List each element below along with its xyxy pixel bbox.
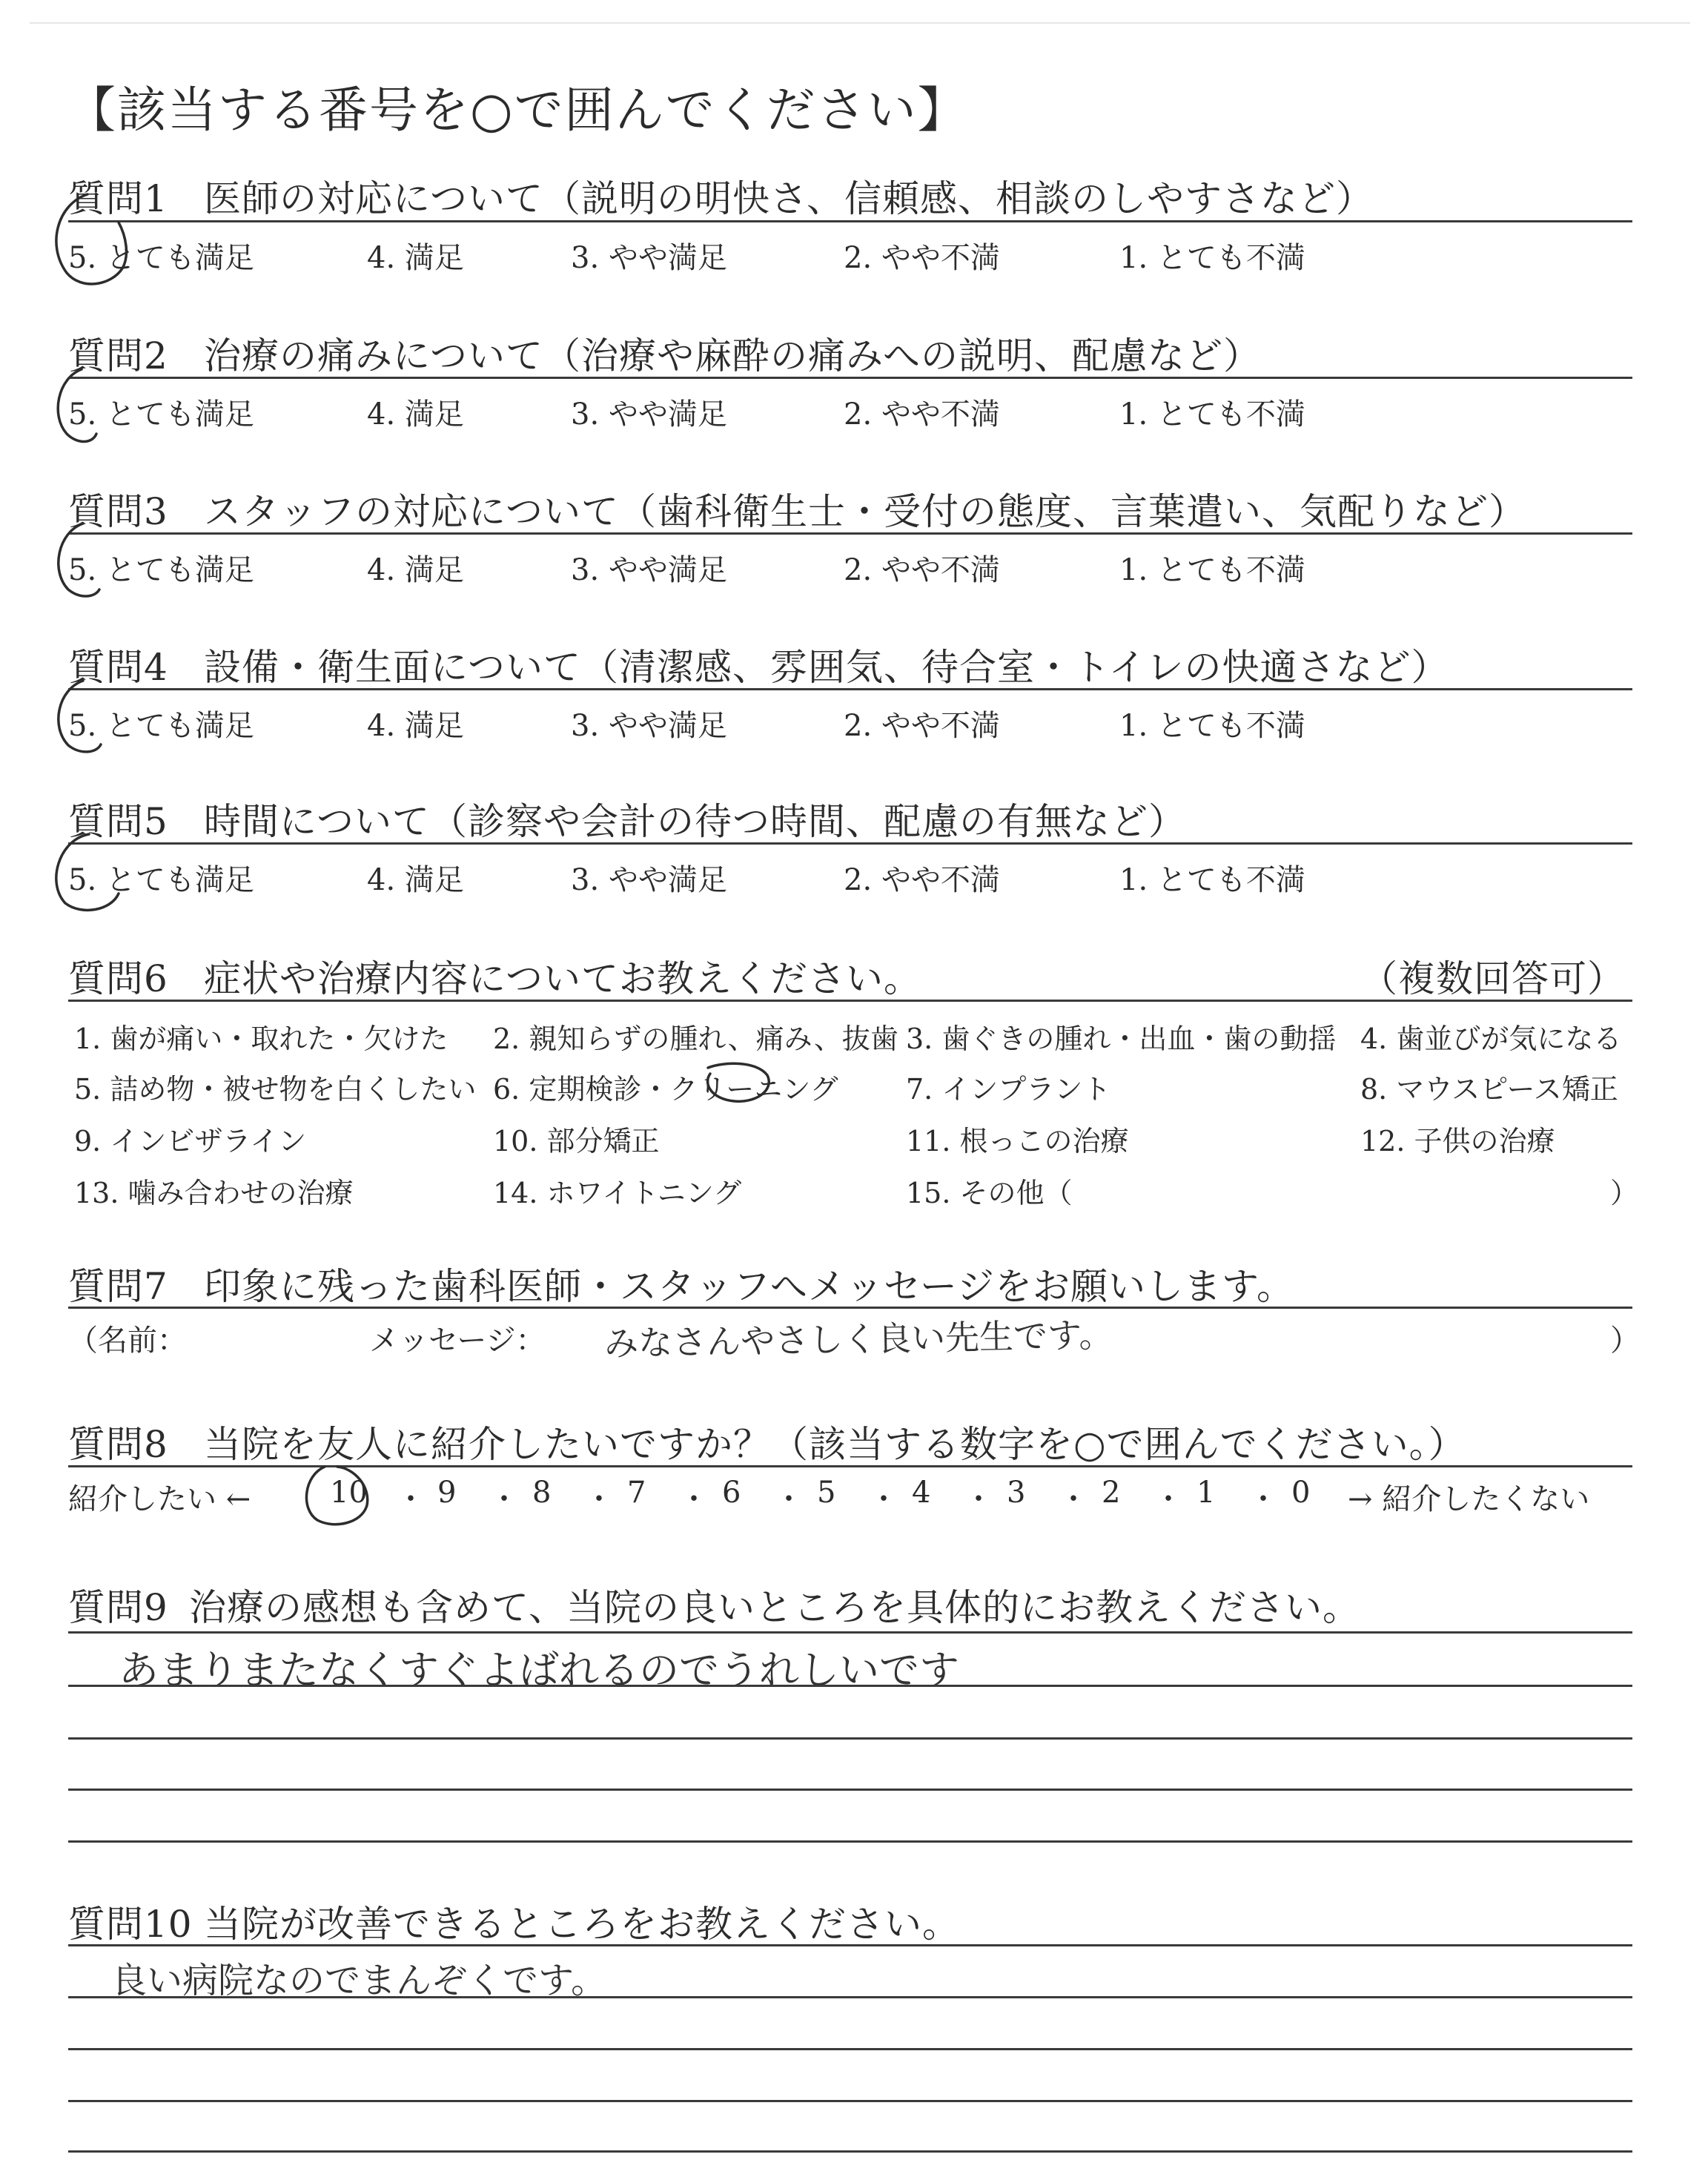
option-3[interactable]: 3. やや満足	[571, 397, 727, 432]
option-3[interactable]: 3. やや満足	[571, 241, 727, 275]
option-1[interactable]: 1. とても不満	[1119, 397, 1305, 432]
option-2[interactable]: 2. やや不満	[844, 863, 1000, 897]
scale-6[interactable]: 6	[722, 1476, 741, 1510]
recommend-left-label: 紹介したい ←	[68, 1482, 251, 1516]
question-label: 質問9	[68, 1586, 168, 1629]
option-2[interactable]: 2. やや不満	[844, 709, 1000, 743]
selection-circle-q1	[56, 194, 127, 284]
option-5[interactable]: 5. とても満足	[68, 241, 254, 275]
symptom-item[interactable]: 8. マウスピース矯正	[1360, 1073, 1618, 1106]
selection-circle-q4	[59, 681, 101, 752]
option-3[interactable]: 3. やや満足	[571, 709, 727, 743]
question-label: 質問3	[68, 490, 168, 533]
form-header: 【該当する番号を○で囲んでください】	[67, 82, 968, 139]
selection-circle-q5	[56, 834, 119, 910]
question-label: 質問5	[68, 800, 168, 843]
scale-dot: ・	[584, 1482, 614, 1516]
symptom-item[interactable]: 2. 親知らずの腫れ、痛み、抜歯	[493, 1023, 898, 1055]
option-4[interactable]: 4. 満足	[367, 397, 464, 432]
scale-0[interactable]: 0	[1291, 1476, 1311, 1510]
selection-circle-q8-10	[306, 1467, 367, 1525]
scale-dot: ・	[1059, 1482, 1088, 1516]
question-label: 質問4	[68, 646, 168, 689]
symptom-item[interactable]: 4. 歯並びが気になる	[1360, 1023, 1622, 1055]
question-text: 医師の対応について（説明の明快さ、信頼感、相談のしやすさなど）	[204, 177, 1374, 220]
option-5[interactable]: 5. とても満足	[68, 397, 254, 432]
question-text: 当院が改善できるところをお教えください。	[204, 1903, 960, 1946]
question-label: 質問1	[68, 177, 168, 220]
option-3[interactable]: 3. やや満足	[571, 863, 727, 897]
answer-handwritten[interactable]: 良い病院なのでまんぞくです。	[111, 1960, 607, 2001]
recommend-right-label: → 紹介したくない	[1348, 1482, 1590, 1516]
scale-5[interactable]: 5	[817, 1476, 836, 1510]
question-text: 時間について（診察や会計の待つ時間、配慮の有無など）	[204, 800, 1186, 843]
question-label: 質問10	[68, 1903, 193, 1946]
selection-circle-q2	[58, 369, 96, 442]
question-text: 治療の痛みについて（治療や麻酔の痛みへの説明、配慮など）	[204, 334, 1261, 377]
question-label: 質問7	[68, 1265, 168, 1308]
scale-9[interactable]: 9	[437, 1476, 457, 1510]
scale-1[interactable]: 1	[1196, 1476, 1216, 1510]
multi-answer-note: （複数回答可）	[1360, 957, 1625, 1000]
symptom-item[interactable]: 1. 歯が痛い・取れた・欠けた	[74, 1023, 448, 1055]
option-4[interactable]: 4. 満足	[367, 709, 464, 743]
option-5[interactable]: 5. とても満足	[68, 709, 254, 743]
option-4[interactable]: 4. 満足	[367, 553, 464, 587]
scale-dot: ・	[489, 1482, 519, 1516]
message-handwritten[interactable]: みなさんやさしく良い先生です。	[603, 1315, 1113, 1364]
question-label: 質問6	[68, 957, 168, 1000]
symptom-item[interactable]: 3. 歯ぐきの腫れ・出血・歯の動揺	[906, 1023, 1337, 1055]
symptom-item[interactable]: 10. 部分矯正	[493, 1125, 660, 1157]
option-5[interactable]: 5. とても満足	[68, 863, 254, 897]
symptom-item[interactable]: 5. 詰め物・被せ物を白くしたい	[74, 1073, 477, 1106]
scale-dot: ・	[964, 1482, 993, 1516]
option-2[interactable]: 2. やや不満	[844, 397, 1000, 432]
name-label: （名前：	[68, 1324, 187, 1358]
answer-handwritten[interactable]: あまりまたなくすぐよばれるのでうれしいです	[119, 1647, 959, 1694]
other-close-paren: ）	[1610, 1177, 1639, 1209]
symptom-item-other[interactable]: 15. その他（	[906, 1177, 1073, 1209]
scale-dot: ・	[1153, 1482, 1183, 1516]
question-label: 質問2	[68, 334, 168, 377]
selection-circle-q6-item6	[708, 1063, 769, 1101]
scale-10[interactable]: 10	[330, 1476, 368, 1510]
scale-8[interactable]: 8	[532, 1476, 552, 1510]
option-1[interactable]: 1. とても不満	[1119, 553, 1305, 587]
symptom-item[interactable]: 14. ホワイトニング	[493, 1177, 742, 1209]
scale-3[interactable]: 3	[1007, 1476, 1026, 1510]
option-1[interactable]: 1. とても不満	[1119, 241, 1305, 275]
symptom-item[interactable]: 9. インビザライン	[74, 1125, 307, 1157]
scale-7[interactable]: 7	[627, 1476, 646, 1510]
question-text: 設備・衛生面について（清潔感、雰囲気、待合室・トイレの快適さなど）	[204, 646, 1449, 689]
question-text: 印象に残った歯科医師・スタッフへメッセージをお願いします。	[204, 1265, 1294, 1308]
option-5[interactable]: 5. とても満足	[68, 553, 254, 587]
scale-dot: ・	[869, 1482, 898, 1516]
scale-dot: ・	[679, 1482, 709, 1516]
message-label: メッセージ：	[369, 1324, 546, 1358]
symptom-item[interactable]: 12. 子供の治療	[1360, 1125, 1555, 1157]
question-text: スタッフの対応について（歯科衛生士・受付の態度、言葉遣い、気配りなど）	[204, 490, 1526, 533]
symptom-item[interactable]: 11. 根っこの治療	[906, 1125, 1129, 1157]
question-text: 当院を友人に紹介したいですか？（該当する数字を○で囲んでください。）	[204, 1423, 1466, 1466]
option-3[interactable]: 3. やや満足	[571, 553, 727, 587]
scale-4[interactable]: 4	[912, 1476, 931, 1510]
question-text: 治療の感想も含めて、当院の良いところを具体的にお教えください。	[189, 1586, 1360, 1629]
scale-dot: ・	[396, 1482, 426, 1516]
symptom-item[interactable]: 13. 噛み合わせの治療	[74, 1177, 354, 1209]
scale-dot: ・	[1248, 1482, 1278, 1516]
option-4[interactable]: 4. 満足	[367, 241, 464, 275]
scale-2[interactable]: 2	[1102, 1476, 1121, 1510]
question-label: 質問8	[68, 1423, 168, 1466]
symptom-item[interactable]: 6. 定期検診・クリーニング	[493, 1073, 838, 1106]
scale-dot: ・	[774, 1482, 804, 1516]
symptom-item[interactable]: 7. インプラント	[906, 1073, 1111, 1106]
option-2[interactable]: 2. やや不満	[844, 553, 1000, 587]
option-1[interactable]: 1. とても不満	[1119, 709, 1305, 743]
option-1[interactable]: 1. とても不満	[1119, 863, 1305, 897]
selection-circle-q3	[59, 524, 99, 596]
question-text: 症状や治療内容についてお教えください。	[204, 957, 921, 1000]
message-close-paren: ）	[1610, 1324, 1640, 1358]
option-2[interactable]: 2. やや不満	[844, 241, 1000, 275]
option-4[interactable]: 4. 満足	[367, 863, 464, 897]
